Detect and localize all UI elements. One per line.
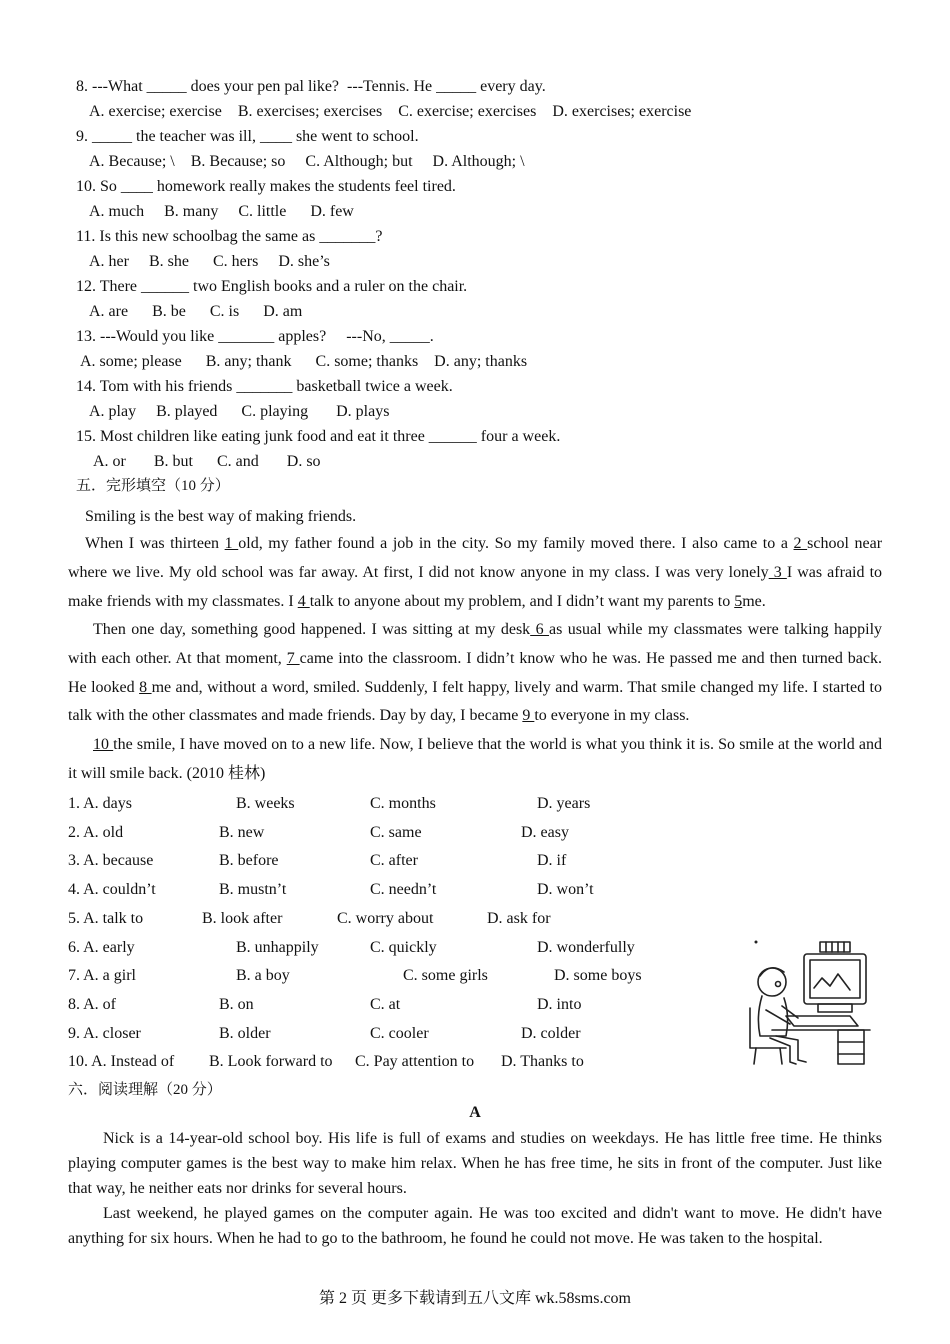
- cloze-option-10-d: D. Thanks to: [501, 1053, 584, 1071]
- question-14: 14. Tom with his friends _______ basketball twice a week.: [76, 378, 453, 395]
- cloze-option-1-a: 1. A. days: [68, 795, 132, 812]
- cloze-title: Smiling is the best way of making friends.: [85, 508, 357, 525]
- cloze-option-5-c: C. worry about: [337, 909, 434, 927]
- question-10-options: A. much B. many C. little D. few: [89, 203, 354, 220]
- cloze-option-5-b: B. look after: [202, 909, 283, 927]
- cloze-option-10-b: B. Look forward to: [209, 1053, 333, 1071]
- cloze-option-8-c: C. at: [370, 995, 401, 1013]
- cloze-paragraph-2: Then one day, something good happened. I was sitting at my desk 6 as usual while my classmates were talking happily with each other. At that moment, 7 came into the classroom. I didn’t know who he was. He passed me and then turned back. He looked 8 me and, without a word, smiled. Suddenly, I felt happy, lively and warm. That smile changed my life. I started to talk with the other classmates and made friends. Day by day, I became 9 to everyone in my class.: [68, 621, 883, 725]
- blank-4: 4: [297, 592, 310, 610]
- cloze-option-4-a: 4. A. couldn’t: [68, 881, 156, 899]
- blank-1: 1: [224, 535, 239, 552]
- cloze-paragraph-3: 10 the smile, I have moved on to a new life. Now, I believe that the world is what you think it is. So smile at the world and it will smile back. (2010 桂林): [68, 736, 883, 782]
- blank-6: 6: [530, 621, 550, 638]
- blank-7: 7: [286, 649, 300, 667]
- question-15-options: A. or B. but C. and D. so: [93, 453, 321, 470]
- question-13: 13. ---Would you like _______ apples? ---No, _____.: [76, 328, 434, 345]
- cloze-option-2-b: B. new: [219, 823, 265, 841]
- blank-9: 9: [522, 707, 535, 725]
- cloze-option-8-d: D. into: [537, 995, 582, 1013]
- cloze-option-3-a: 3. A. because: [68, 852, 154, 870]
- question-13-options: A. some; please B. any; thank C. some; thanks D. any; thanks: [80, 353, 528, 370]
- question-15: 15. Most children like eating junk food and eat it three ______ four a week.: [76, 428, 561, 445]
- blank-5: 5: [734, 592, 743, 610]
- cloze-option-4-b: B. mustn’t: [219, 881, 287, 899]
- question-8-options: A. exercise; exercise B. exercises; exercises C. exercise; exercises D. exercises; exercise: [89, 103, 692, 120]
- question-12: 12. There ______ two English books and a ruler on the chair.: [76, 278, 468, 295]
- question-14-options: A. play B. played C. playing D. plays: [89, 403, 390, 420]
- cloze-option-8-b: B. on: [219, 995, 254, 1013]
- blank-3: 3: [768, 563, 787, 581]
- cloze-option-9-d: D. colder: [521, 1024, 581, 1042]
- cloze-option-9-a: 9. A. closer: [68, 1024, 141, 1042]
- page-footer: 第 2 页 更多下载请到五八文库 wk.58sms.com: [318, 1290, 631, 1307]
- cloze-option-5-a: 5. A. talk to: [68, 909, 144, 927]
- reading-paragraph-2: Last weekend, he played games on the computer again. He was too excited and didn't want to move. He didn't have anything for six hours. When he had to go to the bathroom, he found he could not move. He was taken to the hospital.: [68, 1205, 882, 1247]
- blank-2: 2: [793, 535, 808, 552]
- cloze-option-7-a: 7. A. a girl: [68, 967, 136, 985]
- question-9-options: A. Because; \ B. Because; so C. Although; but D. Although; \: [89, 153, 525, 170]
- blank-10: 10: [93, 736, 114, 753]
- question-11-options: A. her B. she C. hers D. she’s: [89, 253, 330, 270]
- question-9: 9. _____ the teacher was ill, ____ she went to school.: [76, 128, 419, 145]
- cloze-option-5-d: D. ask for: [487, 909, 551, 927]
- cloze-option-2-d: D. easy: [521, 823, 569, 841]
- cloze-option-1-b: B. weeks: [236, 795, 295, 812]
- cloze-option-6-a: 6. A. early: [68, 938, 135, 956]
- cloze-option-4-d: D. won’t: [537, 881, 594, 899]
- question-8: 8. ---What _____ does your pen pal like? ---Tennis. He _____ every day.: [76, 78, 546, 95]
- reading-paragraph-1: Nick is a 14-year-old school boy. His life is full of exams and studies on weekdays. He has little free time. He thinks playing computer games is the best way to make him relax. When he has free time, he sits in front of the computer. Just like that way, he neither eats nor drinks for several hours.: [68, 1130, 882, 1197]
- cloze-option-4-c: C. needn’t: [370, 881, 437, 899]
- cloze-option-6-c: C. quickly: [370, 938, 437, 956]
- question-10: 10. So ____ homework really makes the students feel tired.: [76, 178, 456, 195]
- cloze-option-2-c: C. same: [370, 823, 422, 841]
- cloze-option-2-a: 2. A. old: [68, 823, 124, 841]
- cloze-option-8-a: 8. A. of: [68, 995, 116, 1013]
- question-11: 11. Is this new schoolbag the same as _______?: [76, 228, 383, 245]
- cloze-option-6-b: B. unhappily: [236, 938, 319, 956]
- cloze-option-1-c: C. months: [370, 795, 436, 812]
- cloze-heading: 五．完形填空（10 分）: [76, 478, 230, 494]
- cloze-paragraph-1: When I was thirteen 1 old, my father found a job in the city. So my family moved there. I also came to a 2 school near where we live. My old school was far away. At first, I did not know anyone in my class. I was very lonely 3 I was afraid to make friends with my classmates. I 4 talk to anyone about my problem, and I didn’t want my parents to 5me.: [68, 535, 883, 610]
- cloze-option-1-d: D. years: [537, 795, 591, 812]
- cloze-option-10-a: 10. A. Instead of: [68, 1053, 175, 1071]
- cloze-option-7-b: B. a boy: [236, 967, 290, 985]
- reading-heading: 六．阅读理解（20 分）: [68, 1082, 222, 1098]
- cloze-option-3-c: C. after: [370, 852, 418, 870]
- boy-at-computer-illustration: [746, 936, 872, 1068]
- cloze-option-7-d: D. some boys: [554, 967, 642, 985]
- question-12-options: A. are B. be C. is D. am: [89, 303, 303, 320]
- cloze-option-9-b: B. older: [219, 1024, 271, 1042]
- cloze-option-9-c: C. cooler: [370, 1024, 429, 1042]
- blank-8: 8: [139, 678, 152, 696]
- cloze-option-3-b: B. before: [219, 852, 279, 870]
- passage-label: A: [469, 1104, 481, 1121]
- cloze-option-10-c: C. Pay attention to: [355, 1053, 475, 1071]
- cloze-option-6-d: D. wonderfully: [537, 938, 635, 956]
- cloze-option-3-d: D. if: [537, 852, 567, 870]
- cloze-option-7-c: C. some girls: [403, 967, 488, 985]
